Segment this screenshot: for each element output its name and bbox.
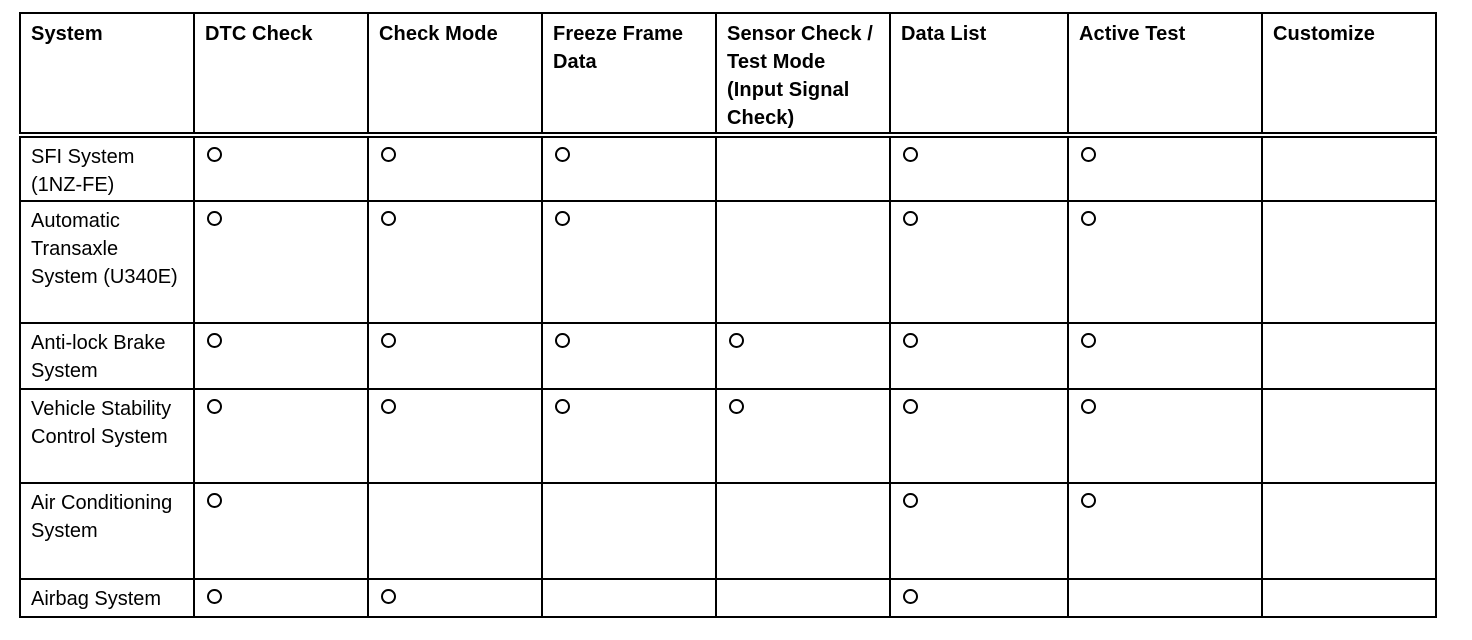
- circle-mark-icon: [555, 333, 570, 348]
- mark-cell: [368, 323, 542, 389]
- mark-cell: [542, 135, 716, 201]
- circle-mark-icon: [903, 589, 918, 604]
- circle-mark-icon: [381, 147, 396, 162]
- mark-cell: [716, 389, 890, 483]
- table-row: [20, 201, 1436, 323]
- system-name-cell: Anti-lock Brake System: [20, 323, 194, 389]
- mark-cell: [194, 201, 368, 323]
- circle-mark-icon: [207, 399, 222, 414]
- system-name-cell: Vehicle Stability Control System: [20, 389, 194, 483]
- header-freeze-frame-data: Freeze Frame Data: [542, 13, 716, 135]
- mark-cell: [194, 389, 368, 483]
- circle-mark-icon: [555, 147, 570, 162]
- mark-cell: [1068, 135, 1262, 201]
- mark-cell: [890, 579, 1068, 617]
- circle-mark-icon: [207, 211, 222, 226]
- circle-mark-icon: [1081, 211, 1096, 226]
- mark-cell: [542, 323, 716, 389]
- header-system: System: [20, 13, 194, 135]
- mark-cell: [890, 323, 1068, 389]
- mark-cell: [368, 135, 542, 201]
- circle-mark-icon: [207, 589, 222, 604]
- mark-cell: [890, 389, 1068, 483]
- circle-mark-icon: [207, 147, 222, 162]
- header-customize: Customize: [1262, 13, 1436, 135]
- mark-cell: [1262, 389, 1436, 483]
- header-row: [20, 13, 1436, 135]
- circle-mark-icon: [903, 147, 918, 162]
- circle-mark-icon: [1081, 399, 1096, 414]
- circle-mark-icon: [1081, 147, 1096, 162]
- mark-cell: [542, 201, 716, 323]
- mark-cell: [716, 135, 890, 201]
- mark-cell: [1068, 579, 1262, 617]
- system-name-cell: Air Conditioning System: [20, 483, 194, 579]
- circle-mark-icon: [381, 211, 396, 226]
- header-active-test: Active Test: [1068, 13, 1262, 135]
- mark-cell: [1068, 323, 1262, 389]
- mark-cell: [368, 483, 542, 579]
- mark-cell: [890, 135, 1068, 201]
- mark-cell: [542, 483, 716, 579]
- mark-cell: [1262, 483, 1436, 579]
- mark-cell: [716, 201, 890, 323]
- mark-cell: [1262, 579, 1436, 617]
- mark-cell: [1068, 483, 1262, 579]
- circle-mark-icon: [903, 493, 918, 508]
- mark-cell: [194, 579, 368, 617]
- header-sensor-check: Sensor Check / Test Mode (Input Signal Check): [716, 13, 890, 135]
- circle-mark-icon: [903, 211, 918, 226]
- system-name-cell: Automatic Transaxle System (U340E): [20, 201, 194, 323]
- mark-cell: [716, 323, 890, 389]
- system-name-cell: Airbag System: [20, 579, 194, 617]
- circle-mark-icon: [381, 399, 396, 414]
- circle-mark-icon: [1081, 333, 1096, 348]
- mark-cell: [194, 323, 368, 389]
- mark-cell: [890, 483, 1068, 579]
- mark-cell: [194, 483, 368, 579]
- circle-mark-icon: [207, 493, 222, 508]
- mark-cell: [368, 201, 542, 323]
- mark-cell: [1068, 389, 1262, 483]
- circle-mark-icon: [555, 399, 570, 414]
- mark-cell: [716, 579, 890, 617]
- mark-cell: [542, 389, 716, 483]
- circle-mark-icon: [381, 589, 396, 604]
- circle-mark-icon: [729, 399, 744, 414]
- mark-cell: [1262, 201, 1436, 323]
- system-name-cell: SFI System (1NZ-FE): [20, 135, 194, 201]
- header-dtc-check: DTC Check: [194, 13, 368, 135]
- circle-mark-icon: [903, 399, 918, 414]
- mark-cell: [1262, 323, 1436, 389]
- circle-mark-icon: [729, 333, 744, 348]
- circle-mark-icon: [1081, 493, 1096, 508]
- circle-mark-icon: [207, 333, 222, 348]
- table-row: [20, 389, 1436, 483]
- header-check-mode: Check Mode: [368, 13, 542, 135]
- circle-mark-icon: [381, 333, 396, 348]
- table-row: [20, 579, 1436, 617]
- mark-cell: [890, 201, 1068, 323]
- mark-cell: [368, 389, 542, 483]
- header-data-list: Data List: [890, 13, 1068, 135]
- mark-cell: [194, 135, 368, 201]
- mark-cell: [716, 483, 890, 579]
- circle-mark-icon: [903, 333, 918, 348]
- mark-cell: [1068, 201, 1262, 323]
- table-row: [20, 323, 1436, 389]
- circle-mark-icon: [555, 211, 570, 226]
- mark-cell: [368, 579, 542, 617]
- table-row: [20, 483, 1436, 579]
- table-row: [20, 135, 1436, 201]
- diagnostic-function-table: [19, 12, 1437, 618]
- mark-cell: [1262, 135, 1436, 201]
- mark-cell: [542, 579, 716, 617]
